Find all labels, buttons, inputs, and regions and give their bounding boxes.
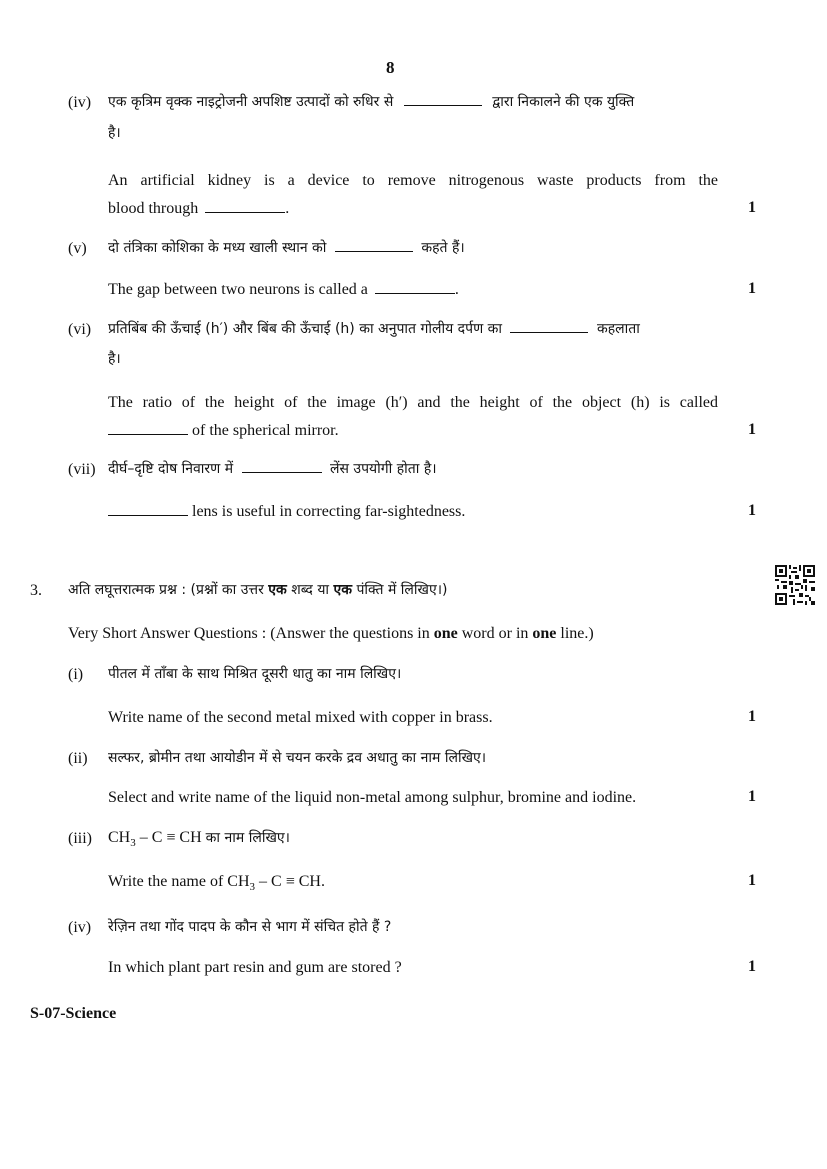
question-iv-english-part-a: blood through — [108, 200, 199, 217]
section3-english-bold1: one — [433, 625, 458, 642]
question-vii-english-part-b: lens is useful in correcting far-sightedness. — [192, 503, 466, 520]
formula-sub-b: 3 — [249, 881, 256, 894]
section3-english-part-b: word or in — [461, 625, 529, 642]
formula-rest-b: – C ≡ CH. — [255, 873, 325, 890]
section3-english-part-c: line.) — [560, 625, 594, 642]
question-number-vii: (vii) — [68, 461, 96, 478]
question-vi-english-part-b: of the spherical mirror. — [192, 422, 339, 439]
answer-blank — [108, 502, 188, 516]
question-3-ii-hindi: सल्फर, ब्रोमीन तथा आयोडीन में से चयन करके द्रव अधातु का नाम लिखिए। — [108, 750, 487, 766]
question-vi-hindi-part-a: प्रतिबिंब की ऊँचाई (h′) और बिंब की ऊँचाई (h) का अनुपात गोलीय दर्पण का — [108, 321, 503, 337]
question-number-3-iii: (iii) — [68, 830, 92, 847]
question-v-hindi — [108, 238, 465, 258]
question-number-iv: (iv) — [68, 94, 92, 111]
section3-hindi-bold1: एक — [268, 582, 287, 598]
question-iv-hindi-part-b: द्वारा निकालने की एक युक्ति — [492, 94, 635, 110]
question-v-hindi-part-b: कहते हैं। — [421, 240, 465, 256]
answer-blank — [335, 238, 413, 252]
question-3-iii-hindi-tail: का नाम लिखिए। — [205, 830, 290, 846]
section3-hindi-heading — [68, 580, 448, 600]
answer-blank — [205, 199, 285, 213]
question-vi-hindi-part-b: कहलाता — [596, 321, 640, 337]
question-v-english — [108, 280, 459, 300]
question-iv-english-part-b: . — [285, 200, 290, 217]
marks-3-iv: 1 — [748, 958, 756, 975]
answer-blank — [404, 92, 482, 106]
section3-hindi-part-b: शब्द या — [291, 582, 330, 598]
page-number: 8 — [386, 58, 395, 77]
formula-ch-b: Write the name of CH — [108, 873, 250, 890]
question-3-iv-english: In which plant part resin and gum are stored ? — [108, 959, 402, 976]
marks-3-iii: 1 — [748, 872, 756, 889]
question-v-english-part-b: . — [454, 281, 459, 298]
question-vii-hindi — [108, 459, 437, 479]
section3-hindi-part-c: पंक्ति में लिखिए।) — [356, 582, 448, 598]
answer-blank — [510, 319, 588, 333]
section3-english-part-a: Very Short Answer Questions : (Answer the questions in — [68, 625, 430, 642]
answer-blank — [375, 280, 455, 294]
marks-iv: 1 — [748, 199, 756, 216]
marks-3-i: 1 — [748, 708, 756, 725]
question-number-vi: (vi) — [68, 321, 92, 338]
question-iv-english-line1: An artificial kidney is a device to remove nitrogenous waste products from the — [108, 172, 718, 189]
question-vi-hindi-line1 — [108, 319, 640, 339]
section3-english-heading — [68, 624, 594, 644]
section3-hindi-part-a: अति लघूत्तरात्मक प्रश्न : (प्रश्नों का उत्तर — [68, 582, 264, 598]
question-number-v: (v) — [68, 240, 87, 257]
question-number-3: 3. — [30, 582, 42, 599]
question-iv-hindi-line1 — [108, 92, 634, 112]
question-vi-english-line2 — [108, 421, 339, 441]
marks-vi: 1 — [748, 421, 756, 438]
question-3-i-hindi: पीतल में ताँबा के साथ मिश्रित दूसरी धातु का नाम लिखिए। — [108, 666, 402, 682]
footer-paper-code: S-07-Science — [30, 1005, 117, 1022]
question-number-3-ii: (ii) — [68, 750, 88, 767]
question-3-iii-hindi — [108, 828, 290, 853]
question-number-3-iv: (iv) — [68, 919, 92, 936]
marks-v: 1 — [748, 280, 756, 297]
question-vii-hindi-part-b: लेंस उपयोगी होता है। — [330, 461, 437, 477]
question-3-i-english: Write name of the second metal mixed with copper in brass. — [108, 709, 493, 726]
question-iv-hindi-line2: है। — [108, 125, 121, 141]
marks-3-ii: 1 — [748, 788, 756, 805]
section3-hindi-bold2: एक — [333, 582, 353, 598]
question-v-hindi-part-a: दो तंत्रिका कोशिका के मध्य खाली स्थान को — [108, 240, 327, 256]
formula-ch-a: CH — [108, 829, 131, 846]
answer-blank — [108, 421, 188, 435]
question-vii-hindi-part-a: दीर्घ–दृष्टि दोष निवारण में — [108, 461, 234, 477]
question-3-iii-english — [108, 872, 325, 897]
question-3-ii-english: Select and write name of the liquid non-metal among sulphur, bromine and iodine. — [108, 789, 637, 806]
section3-english-bold2: one — [532, 625, 557, 642]
question-3-iv-hindi: रेज़िन तथा गोंद पादप के कौन से भाग में संचित होते हैं ? — [108, 919, 392, 935]
answer-blank — [242, 459, 322, 473]
qr-code-icon — [775, 565, 815, 610]
question-vi-hindi-line2: है। — [108, 351, 121, 367]
marks-vii: 1 — [748, 502, 756, 519]
question-iv-hindi-part-a: एक कृत्रिम वृक्क नाइट्रोजनी अपशिष्ट उत्पादों को रुधिर से — [108, 94, 394, 110]
question-iv-english-line2 — [108, 199, 289, 219]
formula-sub-a: 3 — [130, 837, 136, 850]
formula-rest-a: – C ≡ CH — [135, 829, 202, 846]
question-vii-english — [108, 502, 465, 522]
question-vi-english-line1: The ratio of the height of the image (h′) and the height of the object (h) is called — [108, 394, 718, 411]
question-number-3-i: (i) — [68, 666, 84, 683]
question-v-english-part-a: The gap between two neurons is called a — [108, 281, 368, 298]
